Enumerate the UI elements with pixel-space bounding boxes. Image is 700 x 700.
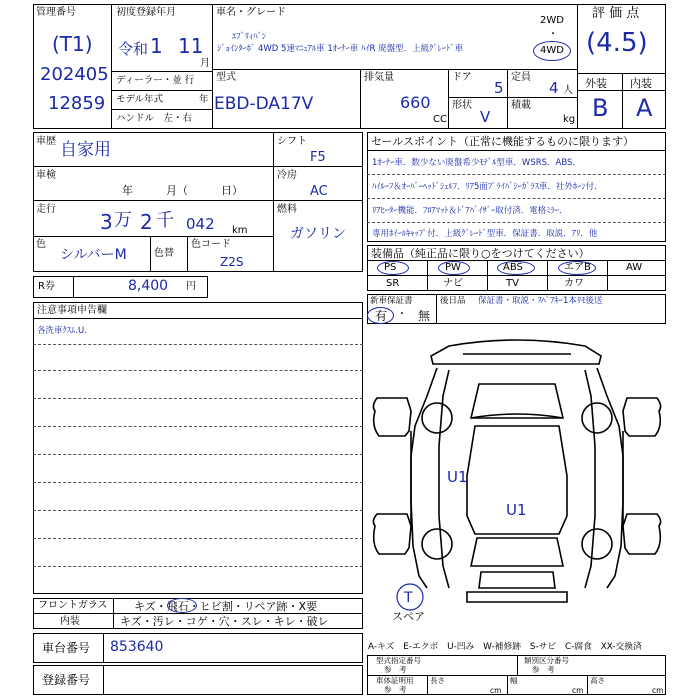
mileage-sen-num: 2 (140, 210, 153, 234)
later-value: 保証書・取説・ｽﾍﾟｱｷｰ1本ﾘﾓ後送 (478, 296, 603, 306)
height-unit: cm (652, 686, 664, 695)
handle-label: ハンドル 左・右 (116, 113, 193, 124)
interior-label: 内装 (630, 77, 652, 90)
header-block (33, 4, 666, 129)
spare-label: スペア (392, 610, 425, 623)
mileage-man: 万 (114, 210, 132, 231)
shift-label: シフト (277, 136, 307, 147)
reg-year: 1 (150, 34, 163, 58)
notes-label: 注意事項申告欄 (37, 305, 107, 316)
drive-sep: ・ (548, 29, 558, 40)
later-label: 後日品 (440, 296, 466, 306)
shift-value: F5 (310, 150, 326, 165)
mileage-rest: 042 (186, 215, 215, 233)
height-label: 高さ (590, 676, 605, 685)
capacity-value: 4 (549, 79, 559, 97)
capacity-label: 定員 (511, 72, 531, 83)
warranty-label: 新車保証書 (370, 296, 413, 306)
doors-label: ドア (452, 72, 472, 83)
equipment-label: 装備品（純正品に限り○をつけてください） (371, 247, 590, 260)
mgmt-code: (T1) (52, 32, 93, 56)
cc-value: 660 (400, 93, 431, 112)
cc-unit: CC (433, 114, 447, 125)
recycle-block (33, 276, 208, 298)
category-ref: 参 考 (532, 665, 555, 674)
equip-ps: PS (384, 262, 397, 273)
shape-label: 形状 (452, 100, 472, 111)
mgmt-number-1: 202405 (40, 64, 109, 85)
mileage-man-num: 3 (100, 210, 113, 234)
equip-aw: AW (626, 262, 643, 273)
sales-line-1: 1ｵｰﾅｰ車．数少ない廃盤希少ﾓﾃﾞﾙ型車．WSRS．ABS． (372, 158, 581, 168)
rating-value: (4.5) (586, 28, 648, 58)
drive-4wd: 4WD (540, 45, 564, 56)
cert-label: 車体証明用 (376, 676, 414, 685)
equip-airbag: エアB (564, 262, 591, 273)
warranty-sep: ・ (397, 309, 407, 320)
sales-line-4: 専用ﾎｲｰﾙｷｬｯﾌﾟ付．上級ｸﾞﾚｰﾄﾞ型車．保証書．取説．ｱﾘ．他 (372, 229, 598, 239)
type-value: EBD-DA17V (214, 94, 314, 114)
front-glass-items: キズ・飛石・ヒビ割・リペア跡・X要 (134, 600, 318, 613)
color-value: シルバーM (60, 247, 127, 263)
equip-sr: SR (386, 278, 400, 289)
mgmt-number-2: 12859 (48, 93, 106, 114)
car-grade: ｼﾞｮｲﾝﾀｰﾎﾞ 4WD 5速ﾏﾆｭｱﾙ車 1ｵｰﾅｰ車 ﾊｲR 廃盤型．上級ｸﾞﾚｰﾄﾞ車 (217, 44, 464, 54)
equip-tv: TV (506, 278, 519, 289)
damage-mark-2: U1 (506, 501, 527, 519)
width-unit: cm (572, 686, 584, 695)
drive-2wd: 2WD (540, 15, 564, 26)
equip-abs: ABS (503, 262, 523, 273)
fuel-value: ガソリン (290, 226, 346, 242)
reg-era: 令和 (118, 40, 149, 58)
capacity-unit: 人 (563, 85, 573, 96)
recycle-label: R券 (38, 281, 55, 292)
first-reg-label: 初度登録年月 (116, 7, 176, 18)
interior-cond-items: キズ・汚レ・コゲ・穴・スレ・キレ・破レ (120, 615, 329, 628)
rating-label: 評 価 点 (592, 6, 640, 21)
fuel-label: 燃料 (277, 204, 297, 215)
length-label: 長さ (430, 676, 445, 685)
color-label: 色 (36, 239, 46, 250)
width-label: 幅 (510, 676, 518, 685)
load-unit: kg (563, 114, 576, 125)
warranty-no: 無 (418, 309, 431, 323)
model-year-label: モデル年式 (116, 94, 164, 105)
stone-chip-circle (167, 598, 197, 613)
color-code-value: Z2S (220, 255, 244, 269)
length-unit: cm (490, 686, 502, 695)
name-label: 車名・グレード (216, 7, 286, 18)
type-designation-label: 型式指定番号 (376, 656, 421, 665)
load-label: 積載 (511, 100, 531, 111)
damage-mark-1: U1 (447, 468, 468, 486)
category-label: 類別区分番号 (524, 656, 569, 665)
notes-block (33, 302, 363, 594)
inspection-value: 年 月（ 日） (122, 184, 243, 197)
doors-value: 5 (494, 79, 504, 97)
sales-label: セールスポイント（正常に機能するものに限ります） (371, 135, 635, 148)
ac-label: 冷房 (277, 170, 297, 181)
chassis-label: 車台番号 (42, 641, 91, 655)
notes-first-line: 各洗車ｸｽﾑ.U. (37, 326, 87, 336)
color-change-label: 色替 (154, 248, 174, 259)
chassis-value: 853640 (110, 639, 164, 655)
history-value: 自家用 (60, 140, 111, 160)
front-glass-label: フロントガラス (38, 600, 108, 611)
mileage-label: 走行 (36, 204, 56, 215)
sales-line-2: ﾊｲﾙｰﾌ＆ｵｰﾊﾞｰﾍｯﾄﾞｼｪﾙﾌ．ﾘｱ5面ﾌﾟﾗｲﾊﾞｼｰｶﾞﾗｽ車．社外ﾎｰﾝ付． (372, 182, 603, 192)
warranty-yes: 有 (375, 309, 388, 323)
shape-value: V (480, 108, 491, 126)
damage-legend: A-キズ E-エクボ U-凹み W-補修跡 S-サビ C-腐食 XX-交換済 (368, 642, 642, 652)
ac-value: AC (310, 184, 328, 199)
month-unit: 月 (200, 58, 210, 69)
equip-leather: カワ (564, 278, 584, 289)
mileage-unit: km (232, 225, 248, 236)
type-designation-ref: 参 考 (384, 665, 407, 674)
car-name: ｴﾌﾞﾘｨﾊﾞﾝ (232, 32, 267, 42)
spare-mark: T (404, 590, 413, 606)
recycle-unit: 円 (186, 281, 196, 292)
type-label: 型式 (216, 72, 236, 83)
recycle-value: 8,400 (128, 278, 169, 294)
reg-label: 登録番号 (42, 673, 91, 687)
cert-ref: 参 考 (384, 685, 407, 694)
color-code-label: 色コード (191, 239, 231, 250)
exterior-label: 外装 (585, 77, 607, 90)
car-damage-diagram (367, 326, 666, 626)
mileage-sen: 千 (156, 210, 174, 231)
mgmt-label: 管理番号 (36, 7, 76, 18)
interior-grade: A (636, 94, 653, 122)
equip-pw: PW (445, 262, 461, 273)
equip-navi: ナビ (443, 278, 463, 289)
inspection-label: 車検 (36, 170, 56, 181)
cc-label: 排気量 (364, 72, 394, 83)
exterior-grade: B (592, 94, 609, 122)
reg-month: 11 (178, 34, 204, 58)
interior-cond-label: 内装 (60, 616, 80, 627)
history-label: 車歴 (36, 136, 56, 147)
dealer-label: ディーラー・並 行 (116, 75, 195, 86)
sales-line-3: ﾘｱﾋｰﾀｰ機能．ﾌﾛｱﾏｯﾄ＆ﾄﾞｱﾊﾞｲｻﾞｰ取付済．電格ﾐﾗｰ． (372, 206, 568, 216)
model-year-unit: 年 (199, 94, 209, 105)
